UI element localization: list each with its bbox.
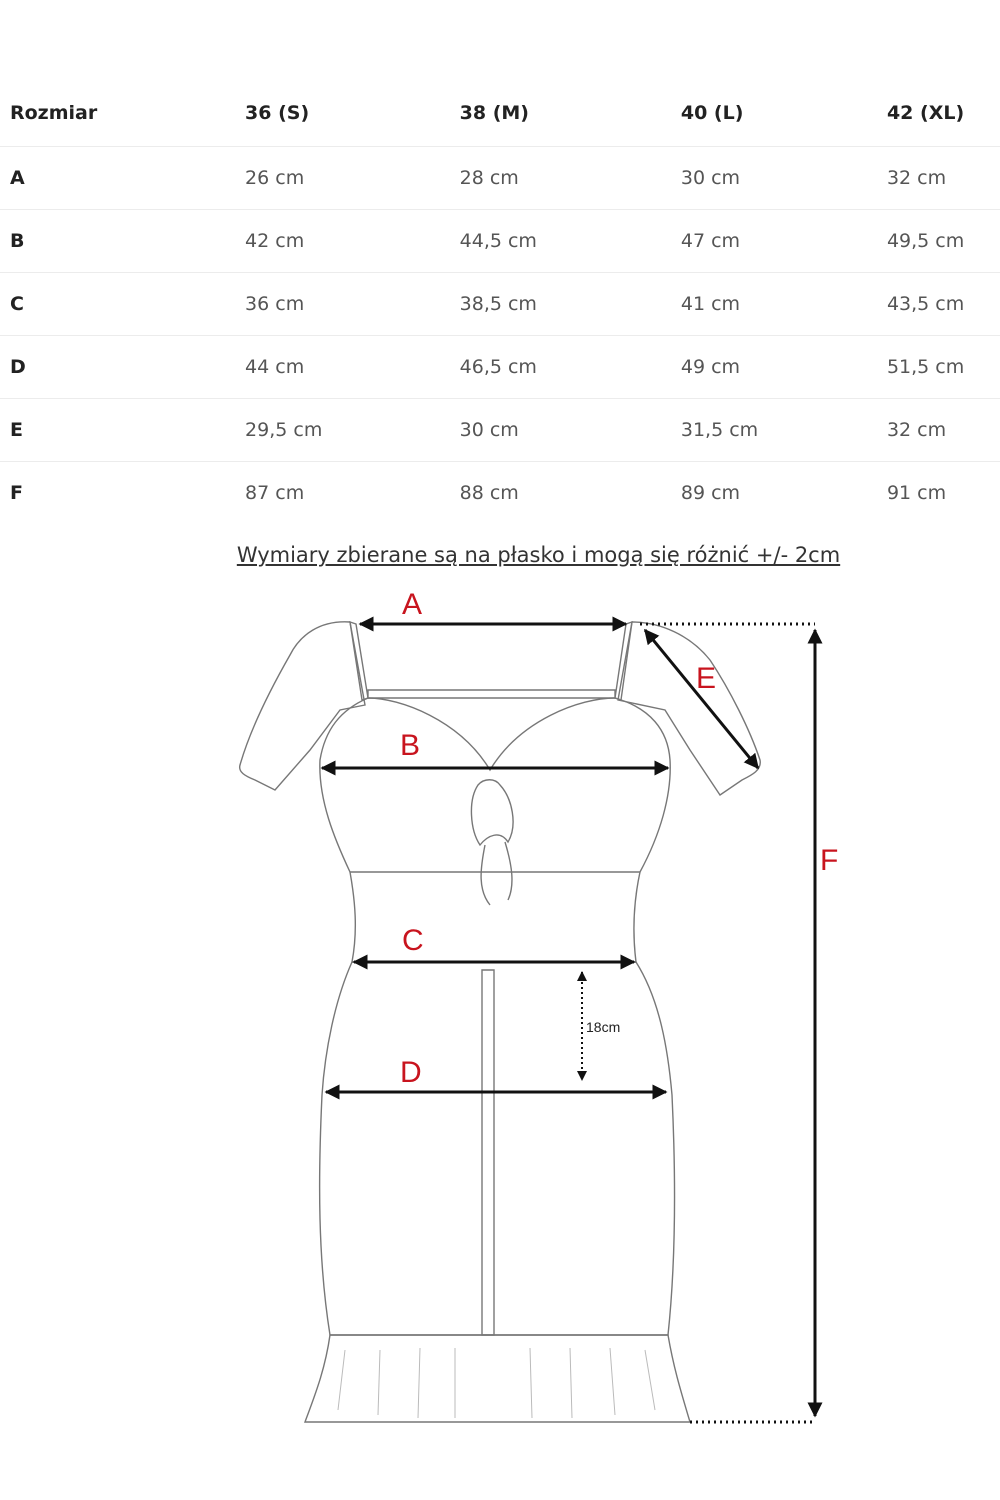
placket [482,970,494,1335]
table-cell: 89 cm [671,462,877,525]
midriff [350,872,640,962]
table-cell: 51,5 cm [877,336,1000,399]
table-cell: 44,5 cm [450,210,671,273]
row-label: E [0,399,235,462]
dress-diagram [0,580,1000,1500]
table-cell: 42 cm [235,210,450,273]
neckline-band [368,690,615,698]
bodice [320,698,670,872]
measurement-note: Wymiary zbierane są na płasko i mogą się różnić +/- 2cm [236,543,841,567]
center-tie [471,780,513,905]
header-40: 40 (L) [680,102,744,124]
ruffle-hem [305,1335,690,1422]
table-cell: 41 cm [671,273,877,336]
table-cell: 49 cm [671,336,877,399]
measure-a-label: A [402,588,423,621]
measure-e-label: E [696,662,717,695]
table-cell: 28 cm [450,147,671,210]
table-cell: 88 cm [450,462,671,525]
table-cell: 26 cm [235,147,450,210]
table-row [0,399,1000,462]
table-header-row [0,80,1000,147]
table-cell: 43,5 cm [877,273,1000,336]
table-cell: 30 cm [450,399,671,462]
measure-b-label: B [400,729,421,762]
size-table [0,80,1000,524]
table-cell: 49,5 cm [877,210,1000,273]
table-cell: 29,5 cm [235,399,450,462]
row-label: D [0,336,235,399]
table-cell: 46,5 cm [450,336,671,399]
row-label: C [0,273,235,336]
table-cell: 87 cm [235,462,450,525]
header-38: 38 (M) [459,102,529,124]
slit-label: 18cm [586,1019,621,1035]
dress-outline [240,622,761,1422]
table-row [0,273,1000,336]
table-row [0,462,1000,525]
skirt [320,962,675,1335]
row-label: A [0,147,235,210]
table-row [0,147,1000,210]
table-cell: 32 cm [877,147,1000,210]
row-label: F [0,462,235,525]
row-label: B [0,210,235,273]
header-42: 42 (XL) [886,102,965,124]
table-cell: 91 cm [877,462,1000,525]
table-row [0,210,1000,273]
left-sleeve [240,622,365,790]
table-cell: 32 cm [877,399,1000,462]
table-cell: 47 cm [671,210,877,273]
header-36: 36 (S) [245,102,310,124]
table-row [0,336,1000,399]
table-cell: 44 cm [235,336,450,399]
table-cell: 38,5 cm [450,273,671,336]
table-cell: 31,5 cm [671,399,877,462]
header-size: Rozmiar [10,102,98,124]
measure-f-label: F [820,844,839,877]
table-cell: 36 cm [235,273,450,336]
measure-c-label: C [402,924,424,957]
measure-d-label: D [400,1056,422,1089]
table-cell: 30 cm [671,147,877,210]
